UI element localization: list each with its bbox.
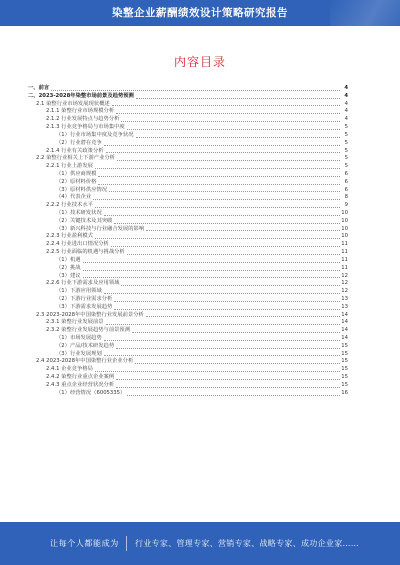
table-of-contents bbox=[28, 85, 348, 398]
toc-entry-page: 11 bbox=[341, 241, 348, 248]
toc-entry[interactable] bbox=[28, 155, 348, 163]
toc-entry-page: 15 bbox=[341, 350, 348, 357]
toc-entry[interactable] bbox=[28, 163, 348, 171]
toc-entry-page: 12 bbox=[341, 272, 348, 279]
toc-dot-leader bbox=[112, 101, 340, 107]
toc-entry-label: （1）技术研发状况 bbox=[56, 210, 102, 216]
toc-entry-page: 13 bbox=[341, 295, 348, 302]
toc-dot-leader bbox=[136, 93, 340, 99]
toc-entry-label: 2.1.4 行业有关政策分析 bbox=[46, 147, 104, 154]
toc-entry-page: 4 bbox=[344, 108, 348, 115]
toc-entry[interactable] bbox=[28, 85, 348, 93]
toc-entry[interactable] bbox=[28, 124, 348, 132]
toc-entry[interactable] bbox=[28, 93, 348, 101]
toc-entry-label: （3）建议 bbox=[56, 272, 81, 279]
toc-entry-label: 2.3.1 染整行业发展前景 bbox=[46, 319, 104, 326]
toc-entry-page: 14 bbox=[341, 319, 348, 326]
toc-entry-page: 5 bbox=[344, 131, 348, 138]
toc-entry-page: 6 bbox=[344, 170, 348, 177]
toc-entry-label: （3）行业发展规划 bbox=[56, 350, 102, 357]
toc-entry-label: 2.2 染整行业相关上下游产业分析 bbox=[36, 155, 115, 162]
toc-entry-label: 2.1.3 行业竞争格局与市场集中度 bbox=[46, 124, 125, 131]
toc-entry-page: 10 bbox=[341, 233, 348, 240]
toc-entry[interactable] bbox=[28, 132, 348, 140]
toc-entry-page: 15 bbox=[341, 381, 348, 388]
toc-entry-label: （1）机遇 bbox=[56, 256, 81, 263]
toc-entry-page: 13 bbox=[341, 303, 348, 310]
toc-entry-label: （1）下游应用领域 bbox=[56, 288, 102, 295]
toc-entry[interactable] bbox=[28, 374, 348, 382]
header-bar bbox=[0, 0, 400, 26]
toc-dot-leader bbox=[95, 366, 340, 372]
toc-dot-leader bbox=[127, 390, 340, 396]
toc-entry[interactable] bbox=[28, 218, 348, 226]
toc-entry-label: 2.1 染整行业市场发展现状概述 bbox=[36, 100, 110, 107]
toc-entry[interactable] bbox=[28, 257, 348, 265]
toc-entry-page: 10 bbox=[341, 210, 348, 216]
toc-entry-page: 6 bbox=[344, 178, 348, 185]
toc-entry[interactable] bbox=[28, 116, 348, 124]
toc-entry-page: 4 bbox=[344, 92, 348, 99]
toc-entry-page: 10 bbox=[341, 217, 348, 224]
toc-entry-label: 2.4.1 企业竞争格局 bbox=[46, 366, 93, 373]
toc-dot-leader bbox=[83, 257, 340, 263]
toc-entry-label: 2.3.2 染整行业发展趋势与前景预测 bbox=[46, 327, 131, 334]
toc-entry[interactable] bbox=[28, 304, 348, 312]
toc-entry[interactable] bbox=[28, 390, 348, 398]
toc-entry-page: 4 bbox=[344, 100, 348, 107]
toc-dot-leader bbox=[116, 374, 340, 380]
toc-entry-page: 15 bbox=[341, 366, 348, 373]
toc-entry-label: 2.1.2 行业发展特点与趋势分析 bbox=[46, 116, 120, 123]
toc-dot-leader bbox=[104, 140, 340, 146]
toc-entry-label: （2）行业潜在竞争 bbox=[56, 139, 102, 146]
toc-entry-page: 5 bbox=[344, 139, 348, 146]
toc-dot-leader bbox=[132, 327, 340, 333]
toc-dot-leader bbox=[93, 194, 340, 200]
toc-entry[interactable] bbox=[28, 140, 348, 148]
toc-entry-label: 2.2.6 行业下游需求及应用领域 bbox=[46, 280, 120, 287]
toc-dot-leader bbox=[121, 116, 340, 122]
toc-dot-leader bbox=[51, 85, 340, 91]
toc-entry-label: 2.2.1 行业上游发展 bbox=[46, 163, 93, 170]
toc-entry-page: 14 bbox=[341, 311, 348, 318]
report-title: 染整企业薪酬绩效设计策略研究报告 bbox=[112, 7, 288, 19]
footer-bar bbox=[0, 522, 400, 565]
toc-entry[interactable] bbox=[28, 241, 348, 249]
toc-entry-label: （2）原材料价格 bbox=[56, 178, 97, 185]
toc-entry-page: 4 bbox=[344, 116, 348, 123]
toc-dot-leader bbox=[121, 280, 340, 286]
toc-dot-leader bbox=[106, 148, 340, 154]
toc-dot-leader bbox=[117, 155, 340, 161]
toc-entry[interactable] bbox=[28, 296, 348, 304]
toc-dot-leader bbox=[114, 304, 340, 310]
toc-dot-leader bbox=[95, 202, 340, 208]
toc-entry[interactable] bbox=[28, 366, 348, 374]
toc-entry[interactable] bbox=[28, 202, 348, 210]
toc-entry[interactable] bbox=[28, 249, 348, 257]
toc-dot-leader bbox=[95, 233, 340, 239]
toc-dot-leader bbox=[104, 288, 340, 294]
toc-entry-label: 2.2.5 行业面临的机遇与挑战分析 bbox=[46, 249, 125, 256]
toc-entry-page: 12 bbox=[341, 280, 348, 287]
toc-entry-label: （2）挑战 bbox=[56, 264, 81, 271]
toc-dot-leader bbox=[127, 249, 340, 255]
toc-dot-leader bbox=[95, 163, 340, 169]
toc-dot-leader bbox=[104, 351, 340, 357]
toc-dot-leader bbox=[98, 179, 340, 185]
toc-dot-leader bbox=[127, 124, 340, 130]
toc-entry-label: 2.4 2023-2028年中国染整行业企业分析 bbox=[36, 358, 134, 365]
toc-dot-leader bbox=[104, 335, 340, 341]
toc-entry-label: （1）经营情况（6005335） bbox=[56, 389, 126, 396]
toc-entry-page: 5 bbox=[344, 147, 348, 154]
toc-dot-leader bbox=[111, 241, 340, 247]
toc-entry-label: （2）下游行业需求分析 bbox=[56, 295, 113, 302]
toc-entry-label: （4）代表企业 bbox=[56, 194, 92, 201]
toc-entry-label: 2.2.4 行业进出口情况分析 bbox=[46, 241, 109, 248]
toc-dot-leader bbox=[146, 312, 340, 318]
toc-entry-page: 15 bbox=[341, 342, 348, 349]
toc-entry-page: 10 bbox=[341, 225, 348, 232]
toc-dot-leader bbox=[83, 265, 340, 271]
toc-dot-leader bbox=[116, 108, 340, 114]
toc-dot-leader bbox=[109, 187, 340, 193]
toc-entry-page: 15 bbox=[341, 374, 348, 381]
footer-tagline: 行业专家、管理专家、营销专家、战略专家、成功企业家…… bbox=[135, 539, 360, 548]
toc-entry-label: 2.1.1 染整行业市场规模分析 bbox=[46, 108, 115, 115]
toc-entry[interactable] bbox=[28, 280, 348, 288]
toc-entry-label: （1）供应商规模 bbox=[56, 170, 97, 177]
toc-dot-leader bbox=[146, 226, 340, 232]
toc-entry-label: （3）原材料供应情况 bbox=[56, 186, 108, 193]
toc-dot-leader bbox=[135, 358, 340, 364]
toc-entry[interactable] bbox=[28, 171, 348, 179]
toc-dot-leader bbox=[114, 218, 340, 224]
toc-dot-leader bbox=[106, 319, 340, 325]
toc-entry-page: 16 bbox=[341, 389, 348, 396]
toc-entry[interactable] bbox=[28, 343, 348, 351]
toc-entry[interactable] bbox=[28, 210, 348, 218]
toc-entry-page: 11 bbox=[341, 256, 348, 263]
toc-entry-label: 2.2.2 行业技术水平 bbox=[46, 202, 93, 209]
toc-entry[interactable] bbox=[28, 179, 348, 187]
toc-entry-label: （1）行业市场集中度及竞争状况 bbox=[56, 131, 134, 138]
toc-entry-label: 二、2023-2028年染整市场前景及趋势预测 bbox=[28, 92, 134, 99]
toc-entry-label: 一、前言 bbox=[28, 85, 50, 91]
toc-entry-label: 2.4.3 重点企业经营状况分析 bbox=[46, 381, 115, 388]
toc-entry[interactable] bbox=[28, 327, 348, 335]
toc-dot-leader bbox=[83, 273, 340, 279]
toc-entry-page: 5 bbox=[344, 124, 348, 131]
toc-entry-label: （2）关键技术及其突破 bbox=[56, 217, 113, 224]
toc-entry-page: 14 bbox=[341, 327, 348, 334]
footer-slogan: 让每个人都能成为 bbox=[50, 539, 119, 548]
toc-entry-label: （3）新兴科技与行业融合发展的影响 bbox=[56, 225, 145, 232]
toc-entry-page: 12 bbox=[341, 288, 348, 295]
toc-entry[interactable] bbox=[28, 335, 348, 343]
footer-divider bbox=[126, 536, 127, 551]
toc-entry-label: 2.3 2023-2028年中国染整行业发展前景分析 bbox=[36, 311, 144, 318]
toc-entry-page: 4 bbox=[344, 85, 348, 91]
toc-entry-page: 15 bbox=[341, 358, 348, 365]
toc-entry-page: 11 bbox=[341, 249, 348, 256]
toc-entry-page: 8 bbox=[344, 194, 348, 201]
toc-dot-leader bbox=[116, 382, 340, 388]
toc-entry-label: 2.4.2 染整行业重点企业案例 bbox=[46, 374, 115, 381]
toc-entry[interactable] bbox=[28, 382, 348, 390]
toc-dot-leader bbox=[116, 343, 340, 349]
toc-entry-page: 6 bbox=[344, 186, 348, 193]
toc-entry[interactable] bbox=[28, 265, 348, 273]
toc-dot-leader bbox=[114, 296, 340, 302]
toc-entry-page: 9 bbox=[344, 202, 348, 209]
toc-entry-label: （2）产品/技术研发趋势 bbox=[56, 342, 115, 349]
toc-dot-leader bbox=[98, 171, 340, 177]
toc-entry[interactable] bbox=[28, 288, 348, 296]
toc-entry-page: 5 bbox=[344, 163, 348, 170]
toc-entry-page: 11 bbox=[341, 264, 348, 271]
toc-dot-leader bbox=[136, 132, 340, 138]
toc-heading: 内容目录 bbox=[173, 55, 226, 69]
toc-entry-label: （1）市场发展趋势 bbox=[56, 335, 102, 341]
toc-entry-page: 14 bbox=[341, 335, 348, 341]
toc-entry-label: （3）下游需求发展趋势 bbox=[56, 303, 113, 310]
toc-entry-label: 2.2.3 行业盈利模式 bbox=[46, 233, 93, 240]
toc-dot-leader bbox=[104, 210, 340, 216]
toc-entry-page: 5 bbox=[344, 155, 348, 162]
